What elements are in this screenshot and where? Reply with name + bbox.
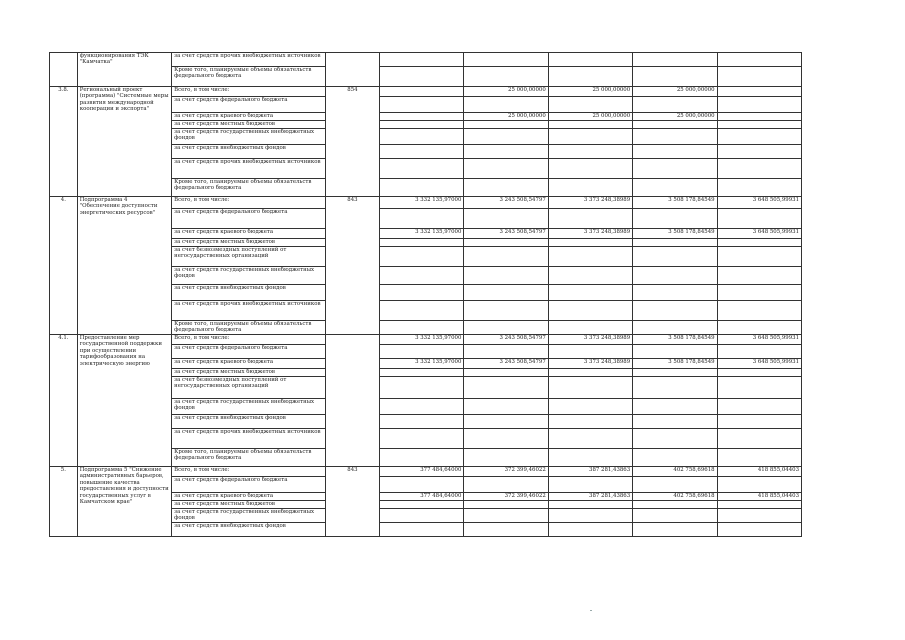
funding-source: за счет средств краевого бюджета xyxy=(172,359,326,369)
amount-cell-year-2 xyxy=(464,449,548,467)
amount-cell-year-1 xyxy=(380,321,464,335)
funding-source: за счет средств внебюджетных фондов xyxy=(172,145,326,159)
funding-source: Всего, в том числе: xyxy=(172,87,326,97)
amount-cell-year-5 xyxy=(717,415,801,429)
amount-cell-year-5 xyxy=(717,509,801,523)
amount-cell-year-2: 3 243 508,54797 xyxy=(464,359,548,369)
funding-table-body xyxy=(50,53,802,537)
administrator-code: 843 xyxy=(325,197,379,335)
amount-cell-year-5 xyxy=(717,145,801,159)
amount-cell-year-4 xyxy=(633,285,717,301)
amount-cell-year-3 xyxy=(548,129,632,145)
amount-cell-year-2 xyxy=(464,415,548,429)
amount-cell-year-5 xyxy=(717,159,801,179)
amount-cell-year-1 xyxy=(380,377,464,399)
amount-cell-year-1: 3 332 135,97000 xyxy=(380,197,464,209)
amount-cell-year-1 xyxy=(380,113,464,121)
administrator-code xyxy=(325,335,379,467)
amount-cell-year-2: 3 243 508,54797 xyxy=(464,197,548,209)
amount-cell-year-5 xyxy=(717,113,801,121)
amount-cell-year-3 xyxy=(548,522,632,536)
amount-cell-year-5: 418 855,04403 xyxy=(717,493,801,501)
amount-cell-year-3 xyxy=(548,509,632,523)
amount-cell-year-1: 3 332 135,97000 xyxy=(380,359,464,369)
amount-cell-year-1 xyxy=(380,285,464,301)
amount-cell-year-4: 25 000,00000 xyxy=(633,87,717,97)
amount-cell-year-5 xyxy=(717,477,801,493)
amount-cell-year-2: 3 243 508,54797 xyxy=(464,335,548,345)
amount-cell-year-5 xyxy=(717,501,801,509)
amount-cell-year-4 xyxy=(633,145,717,159)
amount-cell-year-4: 402 758,69618 xyxy=(633,493,717,501)
amount-cell-year-1 xyxy=(380,145,464,159)
funding-source: за счет безвозмездных поступлений от негосударственных организаций xyxy=(172,247,326,267)
amount-cell-year-3 xyxy=(548,67,632,87)
funding-source: за счет средств прочих внебюджетных источников xyxy=(172,159,326,179)
funding-source: Всего, в том числе: xyxy=(172,467,326,477)
amount-cell-year-1 xyxy=(380,239,464,247)
amount-cell-year-2 xyxy=(464,345,548,359)
amount-cell-year-2 xyxy=(464,522,548,536)
funding-source: за счет средств федерального бюджета xyxy=(172,97,326,113)
amount-cell-year-4 xyxy=(633,345,717,359)
funding-source: Кроме того, планируемые объемы обязательств федерального бюджета xyxy=(172,67,326,87)
amount-cell-year-5 xyxy=(717,209,801,229)
amount-cell-year-5: 3 648 505,99931 xyxy=(717,197,801,209)
amount-cell-year-3 xyxy=(548,145,632,159)
amount-cell-year-2 xyxy=(464,67,548,87)
funding-source: за счет безвозмездных поступлений от негосударственных организаций xyxy=(172,377,326,399)
amount-cell-year-5 xyxy=(717,429,801,449)
amount-cell-year-5 xyxy=(717,345,801,359)
amount-cell-year-4: 25 000,00000 xyxy=(633,113,717,121)
amount-cell-year-4: 3 508 178,84549 xyxy=(633,229,717,239)
amount-cell-year-3 xyxy=(548,399,632,415)
amount-cell-year-5 xyxy=(717,53,801,67)
funding-source: за счет средств прочих внебюджетных источников xyxy=(172,53,326,67)
administrator-code: 854 xyxy=(325,87,379,197)
funding-source: за счет средств местных бюджетов xyxy=(172,239,326,247)
funding-source: Всего, в том числе: xyxy=(172,197,326,209)
amount-cell-year-3: 3 373 248,38989 xyxy=(548,229,632,239)
row-number xyxy=(50,53,78,87)
amount-cell-year-4 xyxy=(633,449,717,467)
funding-source: Кроме того, планируемые объемы обязательств федерального бюджета xyxy=(172,321,326,335)
amount-cell-year-4 xyxy=(633,301,717,321)
amount-cell-year-3 xyxy=(548,239,632,247)
amount-cell-year-5 xyxy=(717,321,801,335)
amount-cell-year-4: 3 508 178,84549 xyxy=(633,359,717,369)
table-row xyxy=(50,87,802,97)
amount-cell-year-1 xyxy=(380,301,464,321)
funding-source: Кроме того, планируемые объемы обязательств федерального бюджета xyxy=(172,179,326,197)
amount-cell-year-4 xyxy=(633,247,717,267)
amount-cell-year-3 xyxy=(548,267,632,285)
amount-cell-year-3: 3 373 248,38989 xyxy=(548,335,632,345)
amount-cell-year-2 xyxy=(464,267,548,285)
funding-source: Кроме того, планируемые объемы обязательств федерального бюджета xyxy=(172,449,326,467)
funding-source: за счет средств краевого бюджета xyxy=(172,493,326,501)
amount-cell-year-5 xyxy=(717,285,801,301)
table-row xyxy=(50,53,802,67)
amount-cell-year-3 xyxy=(548,209,632,229)
amount-cell-year-3: 3 373 248,38989 xyxy=(548,197,632,209)
amount-cell-year-2 xyxy=(464,239,548,247)
amount-cell-year-2 xyxy=(464,501,548,509)
amount-cell-year-4 xyxy=(633,509,717,523)
amount-cell-year-2 xyxy=(464,321,548,335)
amount-cell-year-4 xyxy=(633,321,717,335)
amount-cell-year-3 xyxy=(548,429,632,449)
amount-cell-year-4: 3 508 178,84549 xyxy=(633,197,717,209)
amount-cell-year-5 xyxy=(717,97,801,113)
amount-cell-year-3 xyxy=(548,121,632,129)
amount-cell-year-1: 377 484,64000 xyxy=(380,467,464,477)
amount-cell-year-2 xyxy=(464,209,548,229)
amount-cell-year-5 xyxy=(717,399,801,415)
amount-cell-year-3: 25 000,00000 xyxy=(548,87,632,97)
amount-cell-year-1: 3 332 135,97000 xyxy=(380,229,464,239)
row-number: 4. xyxy=(50,197,78,335)
amount-cell-year-1 xyxy=(380,53,464,67)
funding-source: за счет средств государственных внебюджетных фондов xyxy=(172,267,326,285)
amount-cell-year-1 xyxy=(380,399,464,415)
amount-cell-year-5: 3 648 505,99931 xyxy=(717,359,801,369)
amount-cell-year-5: 3 648 505,99931 xyxy=(717,335,801,345)
amount-cell-year-3 xyxy=(548,477,632,493)
table-row xyxy=(50,467,802,477)
amount-cell-year-3 xyxy=(548,415,632,429)
amount-cell-year-2: 25 000,00000 xyxy=(464,87,548,97)
amount-cell-year-2: 25 000,00000 xyxy=(464,113,548,121)
amount-cell-year-4: 402 758,69618 xyxy=(633,467,717,477)
amount-cell-year-4 xyxy=(633,477,717,493)
table-row xyxy=(50,335,802,345)
amount-cell-year-5 xyxy=(717,522,801,536)
amount-cell-year-4 xyxy=(633,377,717,399)
amount-cell-year-4 xyxy=(633,415,717,429)
amount-cell-year-3 xyxy=(548,345,632,359)
amount-cell-year-2 xyxy=(464,301,548,321)
amount-cell-year-2: 372 399,46022 xyxy=(464,493,548,501)
amount-cell-year-2 xyxy=(464,399,548,415)
amount-cell-year-1 xyxy=(380,369,464,377)
amount-cell-year-3 xyxy=(548,369,632,377)
program-name: Региональный проект (программа) "Системные меры развития международной кооперации и экспорта" xyxy=(77,87,171,197)
amount-cell-year-1 xyxy=(380,129,464,145)
amount-cell-year-3: 387 281,43863 xyxy=(548,493,632,501)
row-number: 4.1. xyxy=(50,335,78,467)
amount-cell-year-1 xyxy=(380,121,464,129)
program-name: Предоставление мер государственной поддержки при осуществлении тарифообразования на электрическую энергию xyxy=(77,335,171,467)
amount-cell-year-2 xyxy=(464,285,548,301)
amount-cell-year-4: 3 508 178,84549 xyxy=(633,335,717,345)
amount-cell-year-5 xyxy=(717,369,801,377)
amount-cell-year-1: 3 332 135,97000 xyxy=(380,335,464,345)
program-name: функционирования ТЭК "Камчатка" xyxy=(77,53,171,87)
funding-source: за счет средств государственных внебюджетных фондов xyxy=(172,129,326,145)
amount-cell-year-3: 3 373 248,38989 xyxy=(548,359,632,369)
amount-cell-year-1: 377 484,64000 xyxy=(380,493,464,501)
funding-source: за счет средств государственных внебюджетных фондов xyxy=(172,509,326,523)
amount-cell-year-2 xyxy=(464,121,548,129)
funding-source: за счет средств федерального бюджета xyxy=(172,209,326,229)
amount-cell-year-4 xyxy=(633,97,717,113)
funding-source: за счет средств местных бюджетов xyxy=(172,501,326,509)
amount-cell-year-1 xyxy=(380,429,464,449)
amount-cell-year-2 xyxy=(464,179,548,197)
amount-cell-year-5 xyxy=(717,129,801,145)
amount-cell-year-3 xyxy=(548,97,632,113)
funding-source: Всего, в том числе: xyxy=(172,335,326,345)
amount-cell-year-5 xyxy=(717,247,801,267)
amount-cell-year-4 xyxy=(633,399,717,415)
row-number: 3.8. xyxy=(50,87,78,197)
table-row xyxy=(50,197,802,209)
amount-cell-year-1 xyxy=(380,449,464,467)
funding-source: за счет средств местных бюджетов xyxy=(172,121,326,129)
funding-source: за счет средств краевого бюджета xyxy=(172,113,326,121)
amount-cell-year-1 xyxy=(380,509,464,523)
amount-cell-year-1 xyxy=(380,87,464,97)
amount-cell-year-4 xyxy=(633,369,717,377)
amount-cell-year-3 xyxy=(548,321,632,335)
program-name: Подпрограмма 5 "Снижение административных барьеров, повышение качества предоставления и доступности государственных услуг в Камчатском крае" xyxy=(77,467,171,537)
amount-cell-year-4 xyxy=(633,522,717,536)
amount-cell-year-2 xyxy=(464,429,548,449)
amount-cell-year-4 xyxy=(633,129,717,145)
amount-cell-year-5 xyxy=(717,377,801,399)
amount-cell-year-3 xyxy=(548,285,632,301)
amount-cell-year-3 xyxy=(548,179,632,197)
amount-cell-year-4 xyxy=(633,159,717,179)
amount-cell-year-1 xyxy=(380,67,464,87)
amount-cell-year-5: 418 855,04403 xyxy=(717,467,801,477)
amount-cell-year-3: 25 000,00000 xyxy=(548,113,632,121)
amount-cell-year-2: 372 399,46022 xyxy=(464,467,548,477)
funding-table xyxy=(49,52,802,537)
amount-cell-year-3: 387 281,43863 xyxy=(548,467,632,477)
amount-cell-year-3 xyxy=(548,449,632,467)
amount-cell-year-4 xyxy=(633,121,717,129)
amount-cell-year-4 xyxy=(633,429,717,449)
amount-cell-year-4 xyxy=(633,179,717,197)
funding-source: за счет средств внебюджетных фондов xyxy=(172,285,326,301)
amount-cell-year-3 xyxy=(548,159,632,179)
amount-cell-year-2: 3 243 508,54797 xyxy=(464,229,548,239)
amount-cell-year-4 xyxy=(633,267,717,285)
amount-cell-year-2 xyxy=(464,97,548,113)
amount-cell-year-1 xyxy=(380,247,464,267)
amount-cell-year-2 xyxy=(464,377,548,399)
amount-cell-year-2 xyxy=(464,53,548,67)
funding-source: за счет средств федерального бюджета xyxy=(172,345,326,359)
amount-cell-year-2 xyxy=(464,477,548,493)
funding-source: за счет средств местных бюджетов xyxy=(172,369,326,377)
amount-cell-year-1 xyxy=(380,345,464,359)
amount-cell-year-1 xyxy=(380,159,464,179)
amount-cell-year-4 xyxy=(633,209,717,229)
amount-cell-year-3 xyxy=(548,501,632,509)
amount-cell-year-5 xyxy=(717,267,801,285)
amount-cell-year-5 xyxy=(717,239,801,247)
funding-source: за счет средств прочих внебюджетных источников xyxy=(172,429,326,449)
amount-cell-year-3 xyxy=(548,377,632,399)
amount-cell-year-1 xyxy=(380,522,464,536)
amount-cell-year-5 xyxy=(717,87,801,97)
amount-cell-year-5: 3 648 505,99931 xyxy=(717,229,801,239)
amount-cell-year-5 xyxy=(717,449,801,467)
amount-cell-year-4 xyxy=(633,501,717,509)
amount-cell-year-3 xyxy=(548,53,632,67)
funding-source: за счет средств государственных внебюджетных фондов xyxy=(172,399,326,415)
amount-cell-year-5 xyxy=(717,121,801,129)
funding-source: за счет средств внебюджетных фондов xyxy=(172,522,326,536)
amount-cell-year-2 xyxy=(464,509,548,523)
amount-cell-year-1 xyxy=(380,415,464,429)
amount-cell-year-3 xyxy=(548,301,632,321)
amount-cell-year-1 xyxy=(380,97,464,113)
program-name: Подпрограмма 4 "Обеспечение доступности энергетических ресурсов" xyxy=(77,197,171,335)
amount-cell-year-2 xyxy=(464,129,548,145)
amount-cell-year-1 xyxy=(380,267,464,285)
scan-speck xyxy=(590,610,592,611)
amount-cell-year-5 xyxy=(717,67,801,87)
funding-source: за счет средств внебюджетных фондов xyxy=(172,415,326,429)
amount-cell-year-4 xyxy=(633,53,717,67)
amount-cell-year-2 xyxy=(464,159,548,179)
amount-cell-year-5 xyxy=(717,301,801,321)
administrator-code xyxy=(325,53,379,87)
funding-source: за счет средств краевого бюджета xyxy=(172,229,326,239)
amount-cell-year-5 xyxy=(717,179,801,197)
amount-cell-year-2 xyxy=(464,369,548,377)
amount-cell-year-4 xyxy=(633,67,717,87)
amount-cell-year-1 xyxy=(380,179,464,197)
amount-cell-year-1 xyxy=(380,501,464,509)
amount-cell-year-2 xyxy=(464,247,548,267)
amount-cell-year-1 xyxy=(380,209,464,229)
administrator-code: 843 xyxy=(325,467,379,537)
row-number: 5. xyxy=(50,467,78,537)
amount-cell-year-1 xyxy=(380,477,464,493)
amount-cell-year-3 xyxy=(548,247,632,267)
amount-cell-year-2 xyxy=(464,145,548,159)
funding-source: за счет средств федерального бюджета xyxy=(172,477,326,493)
amount-cell-year-4 xyxy=(633,239,717,247)
funding-source: за счет средств прочих внебюджетных источников xyxy=(172,301,326,321)
